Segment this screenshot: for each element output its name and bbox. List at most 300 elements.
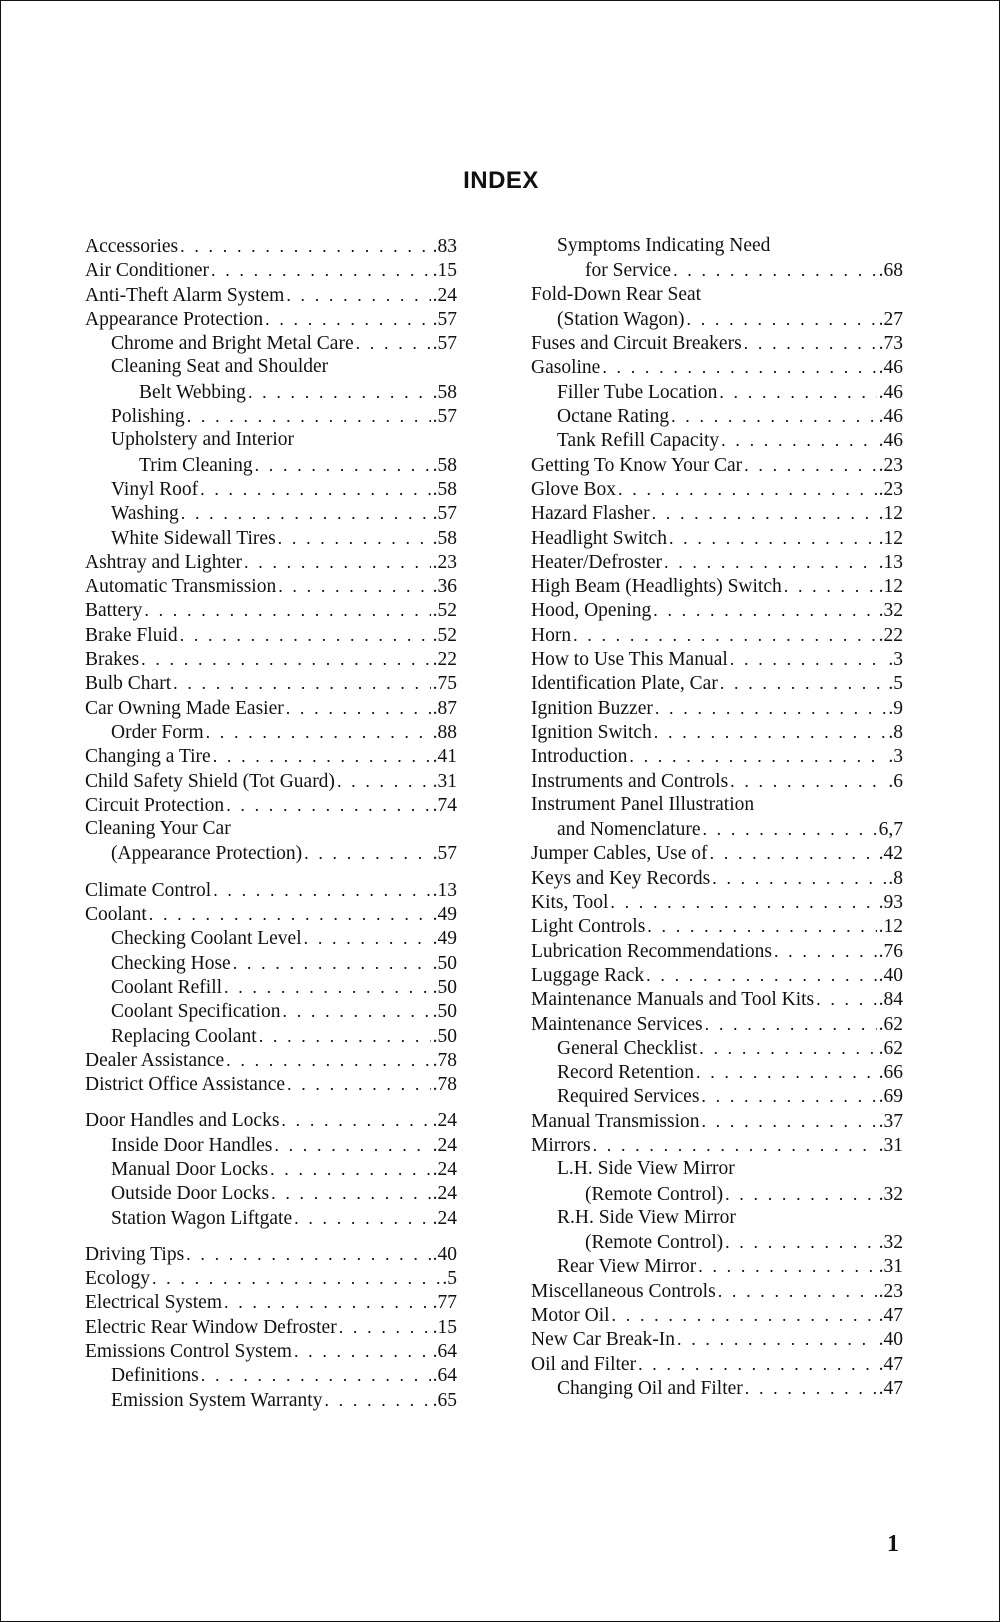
index-entry-page: .73	[878, 333, 903, 355]
index-entry	[85, 1315, 457, 1339]
dot-leader	[224, 975, 431, 999]
index-entry-label: Required Services	[557, 1086, 700, 1108]
dot-leader	[612, 1303, 877, 1327]
index-entry	[85, 926, 457, 950]
index-entry	[531, 987, 903, 1011]
index-entry-page: .52	[432, 624, 457, 646]
dot-leader	[652, 501, 877, 525]
index-entry	[85, 1266, 457, 1290]
index-entry-label: Introduction	[531, 746, 628, 768]
index-entry-page: .3	[888, 649, 903, 671]
dot-leader	[286, 696, 431, 720]
index-entry-page: .23	[432, 551, 457, 573]
index-entry-label: Air Conditioner	[85, 260, 210, 282]
index-entry	[85, 793, 457, 817]
index-entry-page: .37	[878, 1110, 903, 1132]
index-entry	[85, 1181, 457, 1205]
index-entry	[85, 999, 457, 1023]
dot-leader	[259, 1024, 431, 1048]
index-entry	[85, 380, 457, 404]
index-entry	[531, 1084, 903, 1108]
index-entry-label: Ignition Switch	[531, 721, 652, 743]
dot-leader	[304, 841, 431, 865]
index-entry-label: Gasoline	[531, 357, 601, 379]
index-entry	[531, 939, 903, 963]
index-entry-page: .49	[432, 904, 457, 926]
index-entry	[531, 550, 903, 574]
index-entry-page: .9	[888, 697, 903, 719]
index-entry-label: Getting To Know Your Car	[531, 454, 743, 476]
index-entry-page: .12	[878, 503, 903, 525]
index-entry-page: .50	[432, 976, 457, 998]
index-entry-page: .50	[432, 952, 457, 974]
index-entry	[531, 1254, 903, 1278]
dot-leader	[629, 744, 886, 768]
index-entry	[531, 404, 903, 428]
index-entry-label: Anti-Theft Alarm System	[85, 284, 285, 306]
index-entry-label: Belt Webbing	[139, 381, 246, 403]
index-entry-label: Ecology	[85, 1268, 150, 1290]
index-entry-label: (Appearance Protection)	[111, 843, 303, 865]
dot-leader	[271, 1181, 430, 1205]
index-entry-page: .15	[432, 1316, 457, 1338]
index-entry-page: .46	[878, 430, 903, 452]
index-entry	[85, 331, 457, 355]
dot-leader	[618, 477, 877, 501]
dot-leader	[356, 331, 431, 355]
dot-leader	[725, 1182, 877, 1206]
index-entry-label: Hazard Flasher	[531, 503, 650, 525]
index-entry	[531, 914, 903, 938]
index-entry-label: Checking Coolant Level	[111, 928, 302, 950]
index-entry-label: Climate Control	[85, 879, 212, 901]
dot-leader	[206, 720, 431, 744]
index-entry	[85, 598, 457, 622]
index-entry-page: .40	[878, 964, 903, 986]
index-entry-label: Electric Rear Window Defroster	[85, 1316, 337, 1338]
index-entry-label: White Sidewall Tires	[111, 527, 276, 549]
dot-leader	[339, 1315, 431, 1339]
index-entry-label: Ignition Buzzer	[531, 697, 653, 719]
index-entry-page: .78	[432, 1074, 457, 1096]
index-entry-page: .24	[432, 1134, 457, 1156]
dot-leader	[248, 380, 431, 404]
index-entry	[531, 1230, 903, 1254]
index-entry	[531, 793, 903, 817]
index-entry	[531, 841, 903, 865]
index-entry	[531, 1279, 903, 1303]
dot-leader	[149, 902, 431, 926]
index-entry-page: .87	[432, 697, 457, 719]
index-entry-label: New Car Break-In	[531, 1329, 676, 1351]
index-entry	[531, 355, 903, 379]
dot-leader	[710, 841, 877, 865]
index-entry-label: How to Use This Manual	[531, 649, 728, 671]
index-entry-label: Appearance Protection	[85, 308, 264, 330]
index-entry-page: .13	[432, 879, 457, 901]
index-entry-label: Horn	[531, 624, 572, 646]
index-entry	[531, 1060, 903, 1084]
index-entry	[85, 1206, 457, 1230]
index-entry	[85, 744, 457, 768]
index-entry	[531, 258, 903, 282]
index-entry-label: Station Wagon Liftgate	[111, 1207, 293, 1229]
dot-leader	[265, 307, 430, 331]
index-entry	[531, 817, 903, 841]
dot-leader	[211, 258, 431, 282]
dot-leader	[816, 987, 876, 1011]
dot-leader	[720, 671, 887, 695]
dot-leader	[294, 1339, 431, 1363]
index-entry	[531, 696, 903, 720]
dot-leader	[274, 1133, 430, 1157]
index-entry	[531, 671, 903, 695]
dot-leader	[701, 1109, 876, 1133]
dot-leader	[730, 769, 886, 793]
dot-leader	[744, 453, 876, 477]
index-entry-page: .49	[432, 928, 457, 950]
index-entry-page: .58	[432, 478, 457, 500]
index-entry-label: Maintenance Services	[531, 1013, 703, 1035]
index-entry-label: Coolant	[85, 904, 147, 926]
index-entry-label: Light Controls	[531, 916, 646, 938]
dot-leader	[181, 501, 431, 525]
index-entry-label: Checking Hose	[111, 952, 231, 974]
dot-leader	[201, 1363, 431, 1387]
dot-leader	[270, 1157, 431, 1181]
index-entry-page: .5	[888, 673, 903, 695]
dot-leader	[337, 769, 431, 793]
index-entry-page: .22	[432, 649, 457, 671]
index-entry-page: .24	[432, 1183, 457, 1205]
index-entry-page: .6	[888, 770, 903, 792]
index-entry-label: Tank Refill Capacity	[557, 430, 720, 452]
index-entry-page: .58	[432, 381, 457, 403]
index-entry-label: for Service	[585, 260, 672, 282]
index-entry-label: Cleaning Your Car	[85, 818, 231, 840]
dot-leader	[294, 1206, 431, 1230]
dot-leader	[226, 1048, 430, 1072]
index-entry	[531, 234, 903, 258]
dot-leader	[304, 926, 431, 950]
dot-leader	[286, 283, 430, 307]
index-entry-label: Brake Fluid	[85, 624, 178, 646]
index-entry-page: .36	[432, 576, 457, 598]
dot-leader	[725, 1230, 877, 1254]
index-entry-page: .24	[432, 284, 457, 306]
index-entry-page: .12	[878, 576, 903, 598]
index-entry	[531, 380, 903, 404]
index-entry-label: Mirrors	[531, 1134, 591, 1156]
dot-leader	[653, 598, 876, 622]
index-entry	[531, 963, 903, 987]
index-entry-page: .8	[888, 867, 903, 889]
index-entry	[85, 623, 457, 647]
index-entry	[531, 1206, 903, 1230]
index-entry-page: .22	[878, 624, 903, 646]
index-entry-label: (Remote Control)	[585, 1183, 724, 1205]
index-entry-page: .69	[878, 1086, 903, 1108]
index-entry	[531, 574, 903, 598]
index-entry-page: .57	[432, 308, 457, 330]
index-entry-page: .62	[878, 1037, 903, 1059]
dot-leader	[696, 1060, 877, 1084]
index-entry	[531, 647, 903, 671]
dot-leader	[655, 696, 887, 720]
dot-leader	[745, 1376, 877, 1400]
index-entry-page: .8	[888, 721, 903, 743]
index-entry-page: .23	[878, 478, 903, 500]
dot-leader	[654, 720, 887, 744]
index-entry-page: .93	[878, 892, 903, 914]
index-entry	[85, 696, 457, 720]
index-entry-label: Accessories	[85, 236, 179, 257]
dot-leader	[705, 1012, 877, 1036]
index-entry	[531, 744, 903, 768]
index-entry-label: Electrical System	[85, 1292, 222, 1314]
index-entry-page: .24	[432, 1110, 457, 1132]
index-entry	[85, 1290, 457, 1314]
index-entry-page: .78	[432, 1049, 457, 1071]
index-entry-label: General Checklist	[557, 1037, 698, 1059]
index-entry-page: .64	[432, 1341, 457, 1363]
index-entry-label: Maintenance Manuals and Tool Kits	[531, 989, 815, 1011]
index-entry	[531, 866, 903, 890]
index-entry	[85, 1072, 457, 1096]
index-entry-label: Dealer Assistance	[85, 1049, 225, 1071]
index-entry-label: Coolant Refill	[111, 976, 223, 998]
index-entry-label: Cleaning Seat and Shoulder	[111, 356, 329, 378]
index-entry-label: Heater/Defroster	[531, 551, 663, 573]
index-entry-label: Manual Transmission	[531, 1110, 700, 1132]
index-entry	[85, 1242, 457, 1266]
index-entry	[85, 951, 457, 975]
index-entry-label: High Beam (Headlights) Switch	[531, 576, 782, 598]
dot-leader	[281, 1108, 430, 1132]
index-entry-page: .32	[878, 1183, 903, 1205]
index-entry-label: Chrome and Bright Metal Care	[111, 333, 354, 355]
index-entry-label: Trim Cleaning	[139, 454, 253, 476]
index-entry-label: Hood, Opening	[531, 600, 652, 622]
index-entry-page: .58	[432, 454, 457, 476]
index-entry-page: .41	[432, 746, 457, 768]
index-entry-label: and Nomenclature	[557, 819, 701, 841]
index-entry-label: Identification Plate, Car	[531, 673, 718, 695]
index-entry-page: .40	[432, 1243, 457, 1265]
index-entry-page: .46	[878, 357, 903, 379]
index-entry	[531, 1036, 903, 1060]
index-entry-page: .24	[432, 1207, 457, 1229]
index-entry-page: .88	[432, 721, 457, 743]
index-entry	[531, 1133, 903, 1157]
index-entry-label: Brakes	[85, 649, 140, 671]
dot-leader	[152, 1266, 440, 1290]
index-entry-label: Instruments and Controls	[531, 770, 729, 792]
index-entry	[531, 769, 903, 793]
index-entry	[531, 1157, 903, 1181]
index-entry	[85, 1363, 457, 1387]
index-entry-label: Emission System Warranty	[111, 1389, 323, 1411]
index-entry-page: .23	[878, 1280, 903, 1302]
index-entry	[85, 720, 457, 744]
index-entry-page: .68	[878, 260, 903, 282]
dot-leader	[200, 477, 431, 501]
dot-leader	[226, 793, 430, 817]
index-entry-page: .52	[432, 600, 457, 622]
dot-leader	[664, 550, 877, 574]
page-number: 1	[887, 1531, 899, 1557]
index-entry-page: .46	[878, 381, 903, 403]
index-entry-page: .58	[432, 527, 457, 549]
dot-leader	[233, 951, 431, 975]
dot-leader	[244, 550, 431, 574]
index-entry	[531, 1376, 903, 1400]
index-column-right	[531, 234, 903, 1400]
index-entry	[85, 878, 457, 902]
index-entry-label: Battery	[85, 600, 143, 622]
dot-leader	[673, 258, 877, 282]
index-entry-label: Kits, Tool	[531, 892, 609, 914]
index-entry-label: Washing	[111, 503, 179, 525]
index-entry-page: .57	[432, 333, 457, 355]
index-entry	[85, 1388, 457, 1412]
index-entry-label: Rear View Mirror	[557, 1256, 697, 1278]
index-entry-page: .57	[432, 843, 457, 865]
dot-leader	[712, 866, 886, 890]
dot-leader	[744, 331, 877, 355]
index-entry-page: 6,7	[878, 819, 903, 841]
index-entry	[85, 234, 457, 258]
index-entry-label: Definitions	[111, 1365, 199, 1387]
dot-leader	[278, 574, 430, 598]
index-entry	[85, 1157, 457, 1181]
dot-leader	[669, 526, 877, 550]
index-entry-label: Door Handles and Locks	[85, 1110, 280, 1132]
dot-leader	[610, 890, 876, 914]
index-entry	[85, 453, 457, 477]
index-entry	[85, 647, 457, 671]
index-entry-page: .46	[878, 406, 903, 428]
index-entry	[531, 1182, 903, 1206]
index-entry-label: Oil and Filter	[531, 1353, 637, 1375]
index-entry-label: Vinyl Roof	[111, 478, 199, 500]
index-entry	[531, 307, 903, 331]
index-entry-label: Headlight Switch	[531, 527, 667, 549]
dot-leader	[180, 623, 431, 647]
index-entry-label: Bulb Chart	[85, 673, 172, 695]
index-entry-page: .50	[432, 1025, 457, 1047]
page-title: INDEX	[463, 167, 539, 194]
index-entry	[85, 975, 457, 999]
index-entry-label: Polishing	[111, 406, 185, 428]
index-entry	[85, 902, 457, 926]
index-entry-page: .15	[432, 260, 457, 282]
dot-leader	[701, 1084, 876, 1108]
index-entry-page: .24	[432, 1158, 457, 1180]
index-entry	[85, 1133, 457, 1157]
dot-leader	[638, 1352, 877, 1376]
index-entry-page: .47	[878, 1377, 903, 1399]
index-entry	[85, 1024, 457, 1048]
dot-leader	[141, 647, 430, 671]
index-entry	[531, 1327, 903, 1351]
dot-leader	[646, 963, 876, 987]
index-entry	[85, 1048, 457, 1072]
index-entry-label: Glove Box	[531, 478, 617, 500]
index-entry-label: Keys and Key Records	[531, 867, 711, 889]
index-entry-page: .12	[878, 916, 903, 938]
index-entry-page: .64	[432, 1365, 457, 1387]
index-entry	[85, 477, 457, 501]
dot-leader	[324, 1388, 430, 1412]
index-entry-label: Miscellaneous Controls	[531, 1280, 716, 1302]
index-entry	[531, 1303, 903, 1327]
index-entry-label: Coolant Specification	[111, 1001, 281, 1023]
dot-leader	[784, 574, 877, 598]
index-entry	[531, 283, 903, 307]
index-entry-page: .77	[432, 1292, 457, 1314]
dot-leader	[730, 647, 887, 671]
index-entry	[85, 526, 457, 550]
index-entry	[531, 526, 903, 550]
index-entry-label: Instrument Panel Illustration	[531, 793, 755, 815]
index-entry-page: .76	[878, 940, 903, 962]
dot-leader	[287, 1072, 431, 1096]
index-entry-label: Changing a Tire	[85, 746, 211, 768]
dot-leader	[180, 234, 430, 258]
index-entry	[85, 307, 457, 331]
index-entry	[531, 623, 903, 647]
index-entry-page: .47	[878, 1353, 903, 1375]
dot-leader	[224, 1290, 431, 1314]
index-entry-page: .31	[878, 1134, 903, 1156]
index-entry	[531, 501, 903, 525]
index-entry-page: .31	[432, 770, 457, 792]
index-entry-page: .84	[878, 989, 903, 1011]
index-entry	[85, 283, 457, 307]
index-entry	[85, 428, 457, 452]
index-entry-label: Circuit Protection	[85, 794, 225, 816]
index-entry-page: .13	[878, 551, 903, 573]
index-entry	[85, 1108, 457, 1132]
index-entry-page: .74	[432, 794, 457, 816]
dot-leader	[593, 1133, 877, 1157]
index-entry-page: .27	[878, 308, 903, 330]
index-entry-page: .3	[888, 746, 903, 768]
dot-leader	[699, 1036, 876, 1060]
index-entry-label: Car Owning Made Easier	[85, 697, 284, 719]
dot-leader	[186, 1242, 430, 1266]
index-entry	[531, 1012, 903, 1036]
dot-leader	[702, 817, 876, 841]
dot-leader	[698, 1254, 876, 1278]
index-entry-label: Filler Tube Location	[557, 381, 718, 403]
index-entry-page: .47	[878, 1305, 903, 1327]
index-entry-label: Emissions Control System	[85, 1341, 292, 1363]
index-entry	[85, 841, 457, 865]
index-entry-label: R.H. Side View Mirror	[557, 1206, 736, 1228]
index-entry-page: .31	[878, 1256, 903, 1278]
dot-leader	[173, 671, 431, 695]
index-entry	[85, 1339, 457, 1363]
index-entry-label: Driving Tips	[85, 1243, 185, 1265]
index-entry	[85, 550, 457, 574]
index-entry-page: .75	[432, 673, 457, 695]
dot-leader	[283, 999, 431, 1023]
index-entry-label: Order Form	[111, 721, 204, 743]
index-entry-label: Manual Door Locks	[111, 1158, 269, 1180]
dot-leader	[719, 380, 876, 404]
